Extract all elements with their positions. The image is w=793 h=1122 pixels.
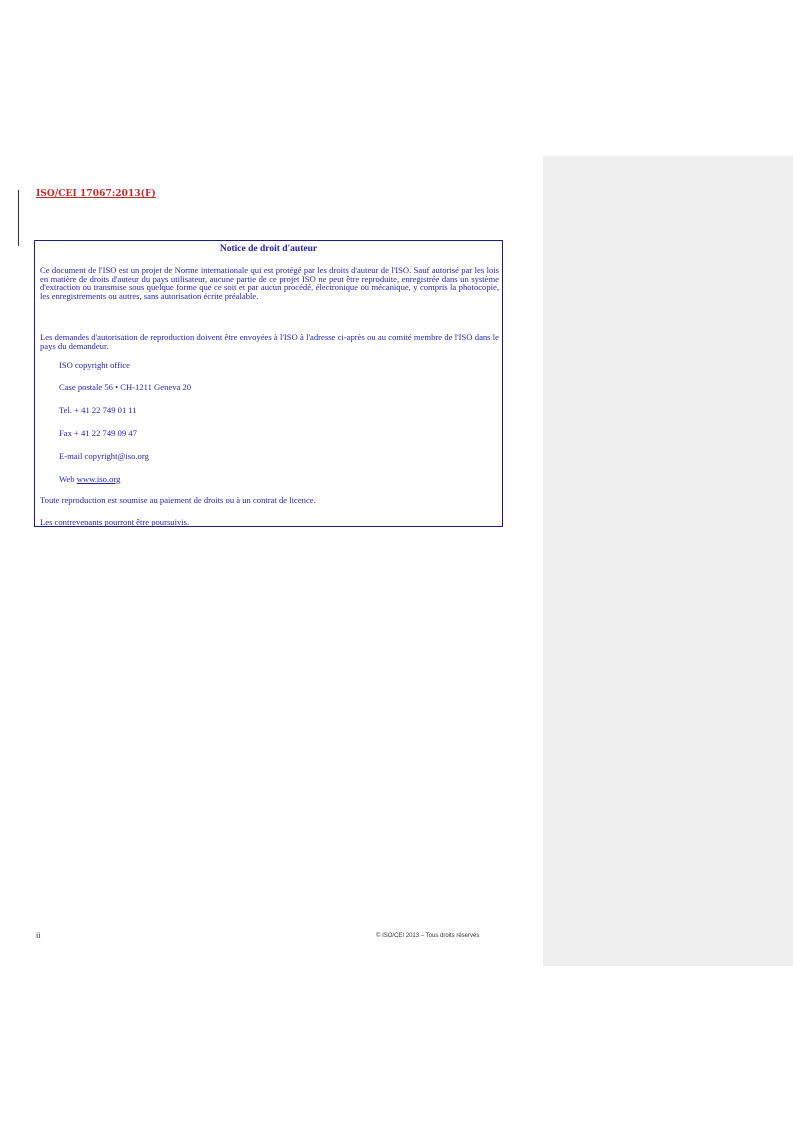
notice-title: Notice de droit d'auteur	[219, 244, 318, 254]
email-line: E-mail copyright@iso.org	[59, 451, 149, 461]
fax-line: Fax + 41 22 749 09 47	[59, 428, 137, 438]
web-label: Web	[59, 474, 75, 484]
reproduction-line: Toute reproduction est soumise au paiement de droits ou à un contrat de licence.	[40, 495, 316, 505]
change-bar	[18, 190, 19, 246]
telephone-line: Tel. + 41 22 749 01 11	[59, 405, 137, 415]
footer-copyright: © ISO/CEI 2013 – Tous droits réservés	[376, 933, 480, 939]
web-line	[59, 474, 120, 484]
address-line: Case postale 56 • CH-1211 Geneva 20	[59, 382, 192, 392]
notice-paragraph-protection: Ce document de l'ISO est un projet de Norme internationale qui est protégé par les droits d'auteur de l'ISO. Sauf autorisé par les lois en matière de droits d'auteur du pays utilisateur, aucune partie de ce projet ISO ne peut être reproduite, enregistrée dans un système d'extraction ou transmise sous quelque forme que ce soit et par aucun procédé, électronique ou mécanique, y compris la photocopie, les enregistrements ou autres, sans autorisation écrite préalable.	[40, 265, 499, 301]
copyright-office-line: ISO copyright office	[59, 360, 130, 370]
comment-pane[interactable]	[543, 156, 793, 966]
document-id: ISO/CEI 17067:2013(F)	[36, 189, 156, 199]
violators-line: Les contrevenants pourront être poursuivis.	[40, 517, 190, 527]
web-link[interactable]: www.iso.org	[76, 474, 121, 484]
notice-paragraph-requests: Les demandes d'autorisation de reproduction doivent être envoyées à l'ISO à l'adresse ci-après ou au comité membre de l'ISO dans le pays du demandeur.	[40, 332, 499, 351]
copyright-notice-box	[34, 240, 503, 527]
footer-page-number: ii	[36, 931, 41, 940]
